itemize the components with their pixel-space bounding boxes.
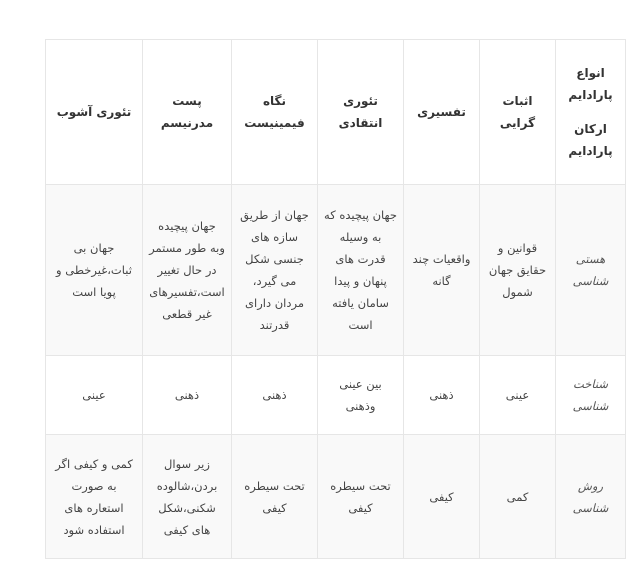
- row-header-cell: هستی شناسی: [556, 185, 626, 356]
- column-header: پست مدرنیسم: [143, 40, 232, 185]
- table-cell: بین عینی وذهنی: [318, 356, 404, 435]
- table-cell: ذهنی: [143, 356, 232, 435]
- row-header-cell: روش شناسی: [556, 435, 626, 559]
- row-header-cell: شناخت شناسی: [556, 356, 626, 435]
- table-cell: جهان از طریق سازه های جنسی شکل می گیرد، مردان دارای قدرتند: [232, 185, 318, 356]
- table-cell: جهان پیچیده که به وسیله قدرت های پنهان و پیدا سامان یافته است: [318, 185, 404, 356]
- table-cell: کمی: [480, 435, 556, 559]
- corner-paradigm-types: انواع پارادایم: [568, 66, 613, 102]
- table-cell: کیفی: [404, 435, 480, 559]
- table-cell: ذهنی: [232, 356, 318, 435]
- column-header: تفسیری: [404, 40, 480, 185]
- column-header: تئوری آشوب: [46, 40, 143, 185]
- table-row: [46, 185, 626, 356]
- table-cell: تحت سیطره کیفی: [318, 435, 404, 559]
- corner-header-cell: [556, 40, 626, 185]
- paradigm-table: [45, 39, 626, 559]
- table-cell: عینی: [46, 356, 143, 435]
- column-header: نگاه فیمینیست: [232, 40, 318, 185]
- table-row: [46, 356, 626, 435]
- column-header: تئوری انتقادی: [318, 40, 404, 185]
- table-header-row: [46, 40, 626, 185]
- corner-paradigm-elements: ارکان پارادایم: [568, 122, 613, 158]
- table-cell: تحت سیطره کیفی: [232, 435, 318, 559]
- table-row: [46, 435, 626, 559]
- table-cell: جهان پیچیده وبه طور مستمر در حال تغییر است،تفسیرهای غیر قطعی: [143, 185, 232, 356]
- table-cell: کمی و کیفی اگر به صورت استعاره های استفاده شود: [46, 435, 143, 559]
- table-cell: قوانین و حقایق جهان شمول: [480, 185, 556, 356]
- table-cell: واقعیات چند گانه: [404, 185, 480, 356]
- table-cell: ذهنی: [404, 356, 480, 435]
- table-cell: عینی: [480, 356, 556, 435]
- table-cell: زیر سوال بردن،شالوده شکنی،شکل های کیفی: [143, 435, 232, 559]
- table-cell: جهان بی ثبات،غیرخطی و پویا است: [46, 185, 143, 356]
- column-header: اثبات گرایی: [480, 40, 556, 185]
